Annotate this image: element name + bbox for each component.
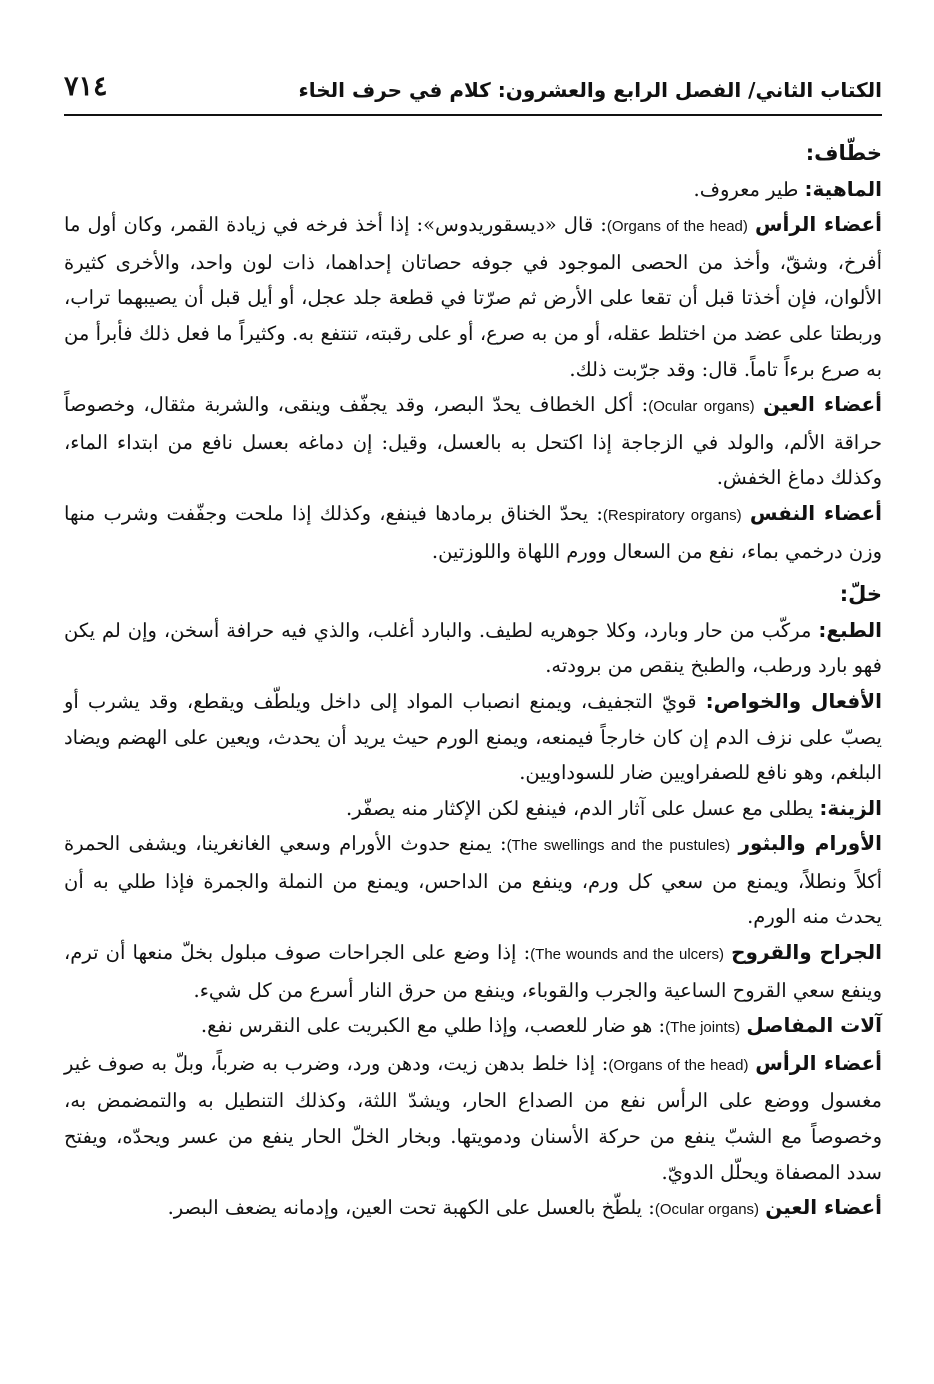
entry-text: مركّب من حار وبارد، وكلا جوهريه لطيف. والبارد أغلب، والذي فيه حرافة أسخن، وإن لم يكن فهو بارد ورطب، والطبخ ينقص من برودته. — [64, 618, 882, 678]
entry-term: أعضاء العين — [765, 1195, 882, 1220]
entry-english-term: (Respiratory organs) — [602, 506, 742, 524]
entry-english-term: (The joints) — [665, 1019, 741, 1037]
entry-term: أعضاء العين — [763, 392, 883, 417]
entry-english-term: (The swellings and the pustules) — [506, 837, 731, 855]
entry-term: أعضاء الرأس — [755, 1050, 883, 1075]
running-title: الكتاب الثاني/ الفصل الرابع والعشرون: كلام في حرف الخاء — [298, 78, 882, 102]
entry-organs-of-head — [64, 207, 882, 387]
entry-text: : هو ضار للعصب، وإذا طلي مع الكبريت على النقرس نفع. — [200, 1014, 666, 1038]
entry-english-term: (Organs of the head) — [608, 1056, 749, 1074]
entry-organs-of-head-2 — [64, 1046, 882, 1190]
header-rule — [64, 114, 882, 116]
entry-text: : إذا وضع على الجراحات صوف مبلول بخلّ منعها أن ترم، وينفع سعي القروح الساعية والجرب والقوباء، وينفع من حرق النار أسرع من كل شيء. — [64, 941, 882, 1002]
entry-swellings-pustules — [64, 826, 882, 935]
entry-term: أعضاء النفس — [749, 500, 882, 525]
entry-term: الطبع: — [818, 617, 882, 642]
entry-term: آلات المفاصل — [746, 1013, 882, 1038]
entry-text: قويّ التجفيف، ويمنع انصباب المواد إلى داخل ويلطّف ويقطع، وقد يشرب أو يصبّ على نزف الدم إن كان خارجاً فيمنعه، ويمنع الورم حيث يريد أن يحدث، ويعين على الهضم ويضاد البلغم، وهو نافع للصفراويين ضار للسوداويين. — [64, 689, 882, 785]
entry-text: : يحدّ الخناق برمادها فينفع، وكذلك إذا ملحت وجفّفت وشرب منها وزن درخمي بماء، نفع من السعال وورم اللهاة واللوزتين. — [64, 501, 882, 563]
entry-temperament — [64, 613, 882, 684]
entry-english-term: (Organs of the head) — [606, 218, 748, 236]
entry-text: طير معروف. — [693, 177, 799, 201]
entry-text: يطلى مع عسل على آثار الدم، فينفع لكن الإكثار منه يصفّر. — [346, 796, 814, 820]
entry-text: : يلطّخ بالعسل على الكهبة تحت العين، وإدمانه يضعف البصر. — [167, 1196, 655, 1220]
entry-text: : قال «ديسقوريدوس»: إذا أخذ فرخه في زيادة القمر، وكان أول ما أفرخ، وشقّ، وأخذ من الحصى الموجود في جوفه حصاتان إحداهما، ذات لون واحد، والأخرى كثيرة الألوان، فإن أخذتا قبل أن تقعا على الأرض ثم صرّتا في قطعة جلد عجل، أو أيل قبل أن يصيبهما تراب، وربطتا على عضد من اختلط عقله، أو من به صرع، أو على رقبته، تنتفع به. وكثيراً ما فعل ذلك فأبرأ من به صرع برءاً تاماً. قال: وقد جرّبت ذلك. — [64, 213, 882, 381]
entry-term: الجراح والقروح — [731, 940, 883, 965]
entry-text: : أكل الخطاف يحدّ البصر، وقد يجفّف وينقى، والشربة مثقال، وخصوصاً حراقة الألم، والولد في الزجاجة إذا اكتحل به بالعسل، وقيل: إن دماغه بعسل نافع من ابتداء الماء، وكذلك دماغ الخفش. — [64, 393, 882, 490]
entry-cosmetics — [64, 791, 882, 827]
entry-respiratory-organs — [64, 496, 882, 569]
entry-term: الأفعال والخواص: — [705, 688, 882, 713]
page-header — [64, 58, 882, 102]
page-number: ٧١٤ — [64, 71, 108, 102]
entry-english-term: (Ocular organs) — [654, 1201, 760, 1219]
entry-english-term: (Ocular organs) — [648, 398, 755, 416]
entry-nature — [64, 172, 882, 208]
entry-actions-properties — [64, 684, 882, 791]
entry-ocular-organs-2 — [64, 1190, 882, 1228]
entry-wounds-ulcers — [64, 935, 882, 1008]
entry-ocular-organs — [64, 387, 882, 496]
entry-term: الأورام والبثور — [738, 831, 882, 856]
entry-joints — [64, 1008, 882, 1046]
section-title-khall: خلّ: — [839, 582, 882, 607]
entry-term: الزينة: — [819, 795, 882, 820]
entry-english-term: (The wounds and the ulcers) — [530, 946, 724, 964]
entry-text: : يمنع حدوث الأورام وسعي الغانغرينا، ويشفى الحمرة أكلاً ونطلاً، ويمنع من سعي كل ورم، وينفع من الداحس، ويمنع من النملة والجمرة فإذا طلي به أن يحدث منه الورم. — [64, 832, 882, 929]
page-body — [64, 128, 882, 1228]
entry-text: : إذا خلط بدهن زيت، ودهن ورد، وضرب به ضرباً، وبلّ به صوف غير مغسول ووضع على الرأس نفع من الصداع الحار، ويشدّ اللثة، وكذلك التنطيل به والتمضمض به، وخصوصاً مع الشبّ ينفع من حركة الأسنان ودمويتها. وبخار الخلّ الحار ينفع من عسر ويحدّه، ويفتح سدد المصفاة ويحلّل الدويّ. — [64, 1051, 882, 1184]
section-title-khuttaf: خطّاف: — [805, 141, 882, 165]
entry-term: الماهية: — [804, 176, 882, 201]
entry-term: أعضاء الرأس — [754, 212, 882, 237]
